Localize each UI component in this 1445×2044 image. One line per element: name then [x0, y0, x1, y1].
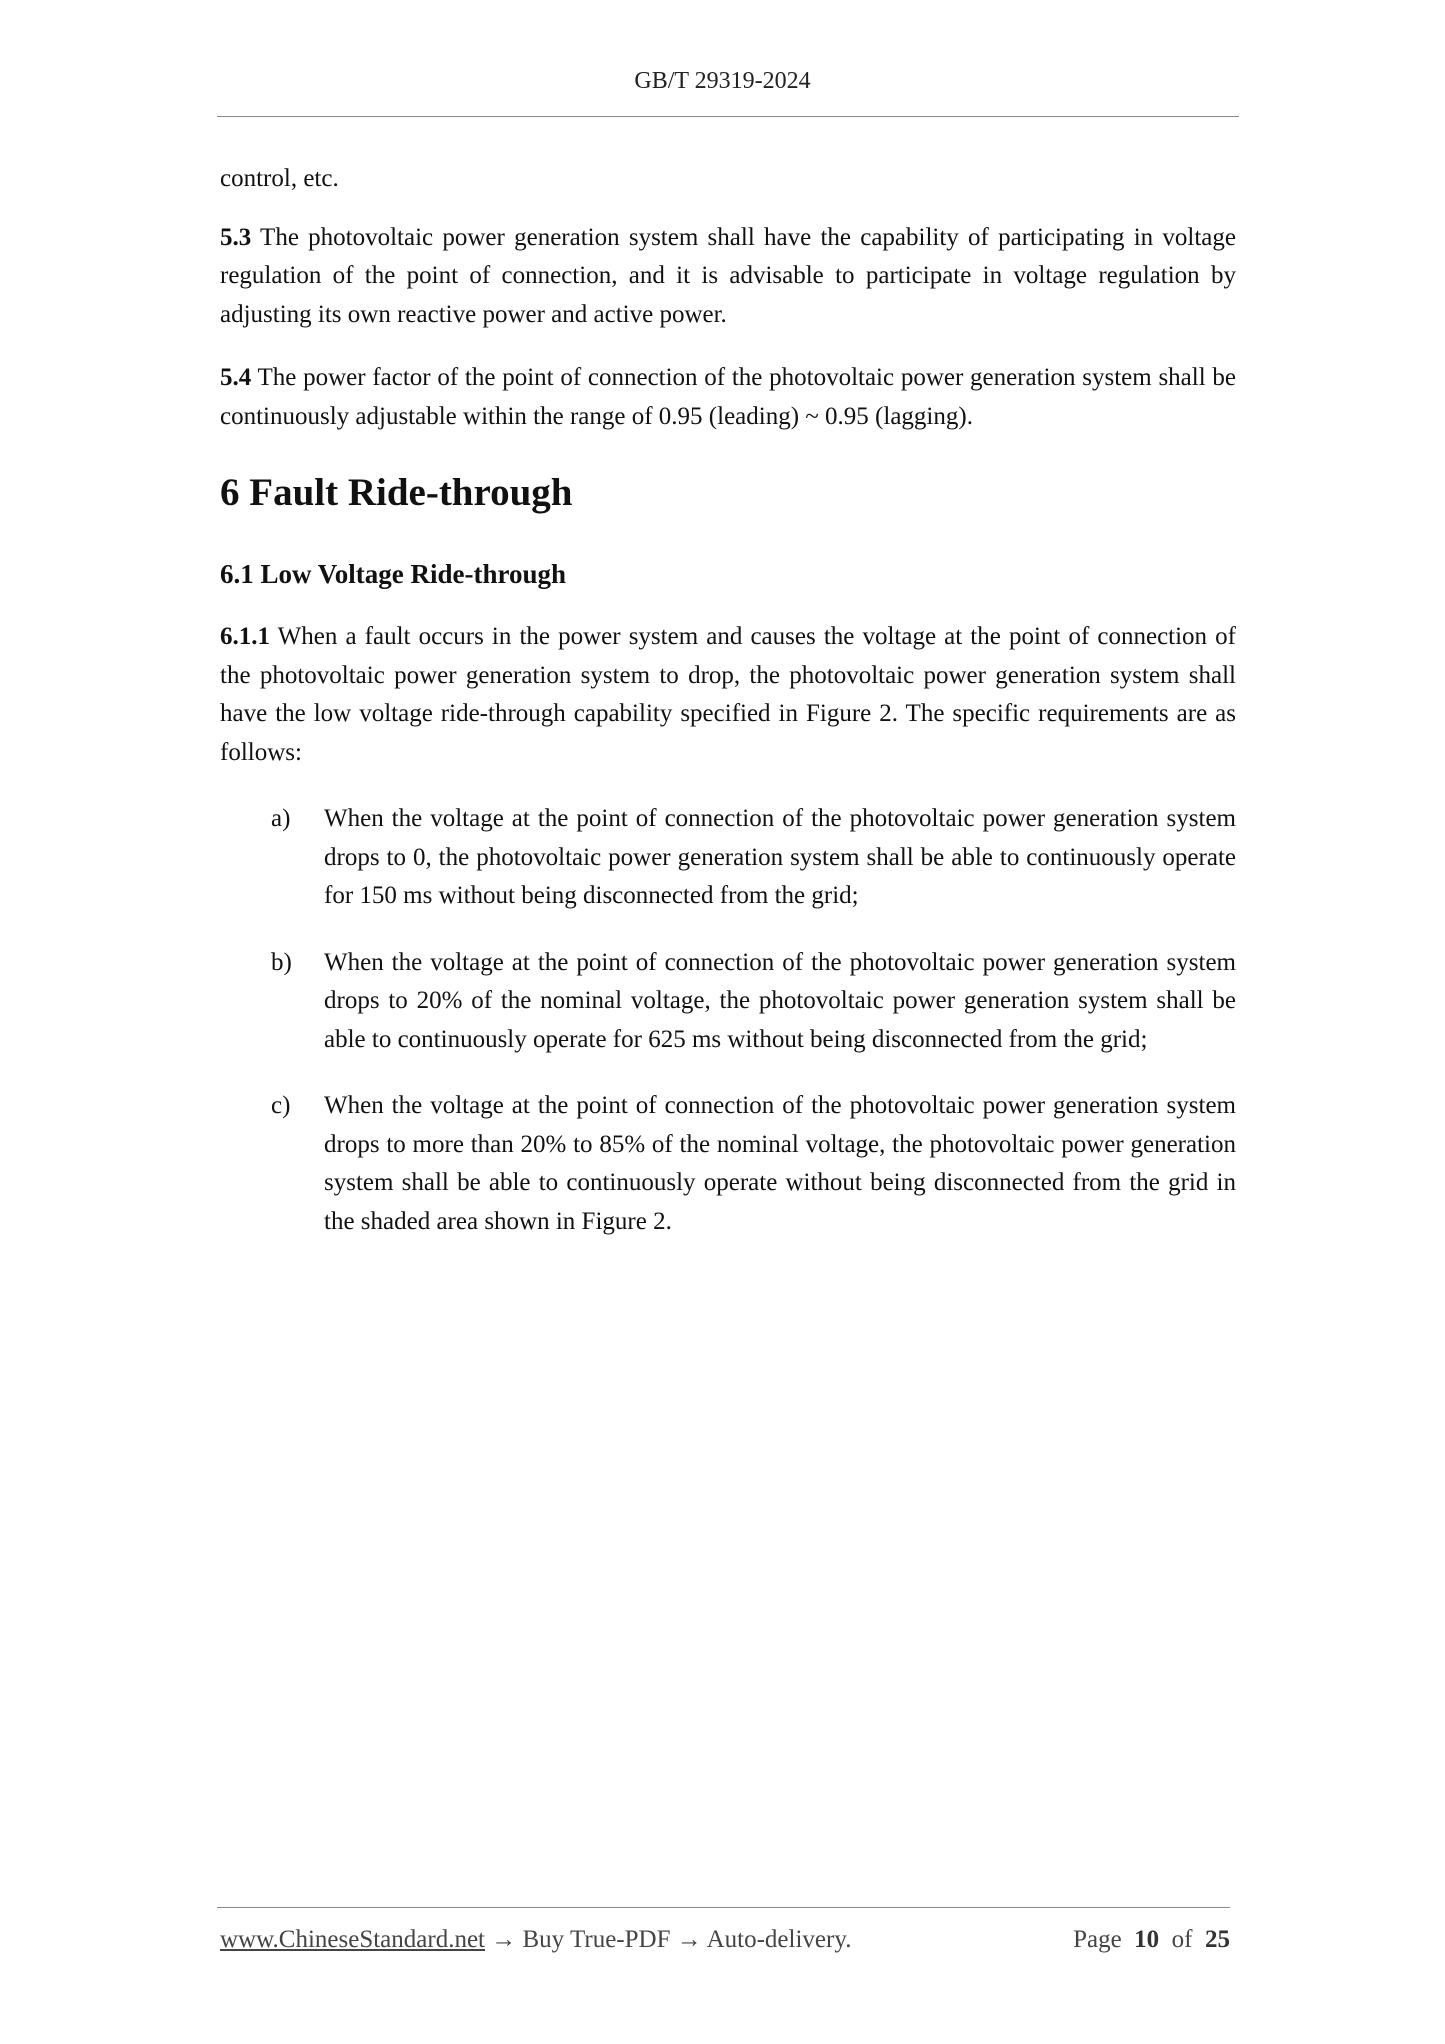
clause-text: The photovoltaic power generation system shall have the capability of participating in voltage regulation of the point of connection, and it is advisable to participate in voltage regulation by adjusting its own reactive power and active power.: [220, 223, 1236, 328]
list-item-text: When the voltage at the point of connection of the photovoltaic power generation system drops to 0, the photovoltaic power generation system shall be able to continuously operate for 150 ms without being disconnected from the grid;: [324, 805, 1236, 909]
current-page-number: 10: [1134, 1926, 1160, 1953]
list-item-c: [220, 1087, 1236, 1241]
total-page-count: 25: [1205, 1926, 1230, 1953]
clause-5-4: [220, 359, 1236, 436]
arrow-right-icon: →: [670, 1926, 707, 1953]
list-marker: a): [271, 805, 291, 832]
footer-left: [220, 1926, 851, 1954]
clause-text: When a fault occurs in the power system and causes the voltage at the point of connection of the photovoltaic power generation system to drop, the photovoltaic power generation system shall have the low voltage ride-through capability specified in Figure 2. The specific requirements are as follows:: [220, 623, 1236, 766]
continuation-text: control, etc.: [220, 165, 339, 192]
list-item-a: [220, 800, 1236, 916]
clause-5-3: [220, 219, 1236, 335]
clause-number: 5.4: [220, 364, 252, 391]
page-header-title: GB/T 29319-2024: [634, 68, 811, 94]
auto-delivery-text: Auto-delivery.: [706, 1926, 852, 1953]
footer-divider: [217, 1907, 1230, 1908]
list-item-text: When the voltage at the point of connection of the photovoltaic power generation system drops to 20% of the nominal voltage, the photovoltaic power generation system shall be able to continuously operate for 625 ms without being disconnected from the grid;: [324, 948, 1236, 1053]
clause-6-1-1: [220, 618, 1236, 772]
clause-number: 6.1.1: [220, 623, 270, 650]
clause-text: The power factor of the point of connection of the photovoltaic power generation system shall be continuously adjustable within the range of 0.95 (leading) ~ 0.95 (lagging).: [220, 364, 1236, 430]
page-footer: [220, 1926, 1230, 1954]
list-item-b: [220, 944, 1236, 1060]
page-label: Page: [1073, 1926, 1122, 1953]
website-link[interactable]: www.ChineseStandard.net: [220, 1926, 485, 1953]
header-divider: [217, 116, 1239, 117]
page-indicator: [1073, 1926, 1230, 1954]
list-marker: b): [271, 948, 292, 976]
section-heading-6: 6 Fault Ride-through: [220, 471, 573, 514]
list-marker: c): [271, 1092, 291, 1119]
page-of-label: of: [1171, 1926, 1193, 1953]
buy-true-pdf-text: Buy True-PDF: [522, 1926, 671, 1953]
document-body: [220, 160, 1236, 1241]
clause-number: 5.3: [220, 223, 252, 251]
arrow-right-icon: →: [485, 1926, 523, 1953]
list-item-text: When the voltage at the point of connection of the photovoltaic power generation system drops to more than 20% to 85% of the nominal voltage, the photovoltaic power generation system shall be able to continuously operate without being disconnected from the grid in the shaded area shown in Figure 2.: [324, 1092, 1236, 1235]
subsection-heading-6-1: 6.1 Low Voltage Ride-through: [220, 559, 567, 589]
